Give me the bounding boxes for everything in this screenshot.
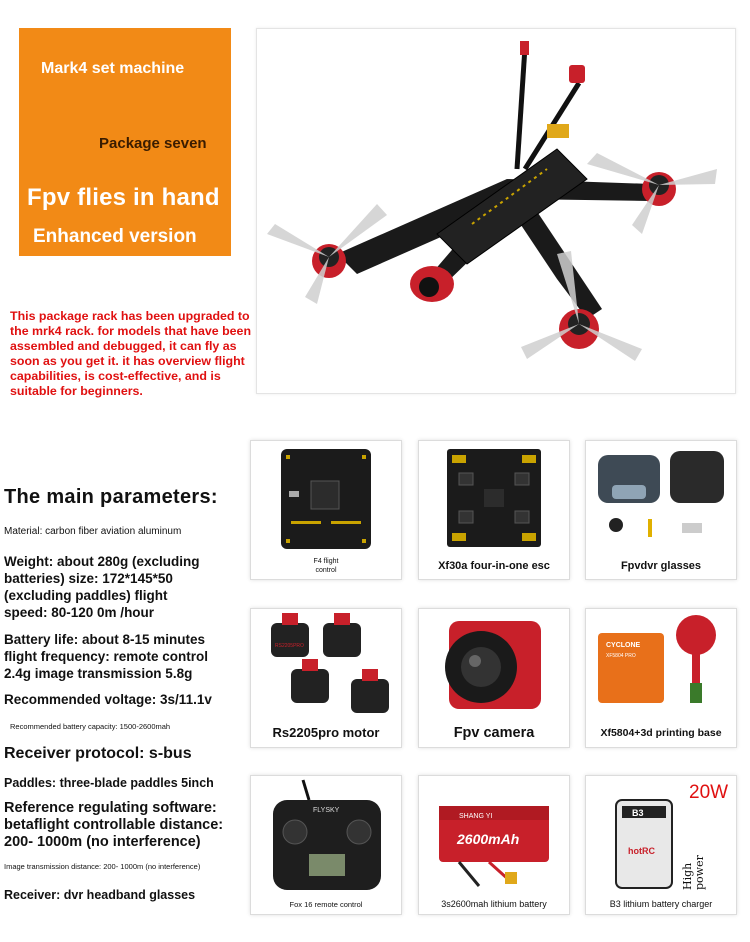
battery-image: [419, 776, 569, 898]
charger-power-note: High power: [681, 855, 706, 890]
drone-image: [256, 28, 736, 394]
product-caption: Xf5804+3d printing base: [600, 727, 722, 739]
product-caption: Rs2205pro motor: [272, 725, 380, 740]
param-receiver: Receiver: dvr headband glasses: [4, 888, 196, 902]
banner-headline: Fpv flies in hand: [27, 184, 220, 211]
product-caption: B3 lithium battery charger: [609, 899, 713, 909]
vtx-image: [586, 609, 736, 727]
vtx-model: XF5804 PRO: [606, 653, 636, 659]
drone-illustration: [257, 29, 735, 393]
package-description: This package rack has been upgraded to the mrk4 rack. for models that have been assembled and debugged, it can fly as soon as you get it. it has overview flight capabilities, is cost-effective, and is suitable for beginners.: [10, 309, 252, 398]
remote-image: [251, 776, 401, 898]
param-voltage: Recommended voltage: 3s/11.1v: [4, 692, 212, 707]
product-card-flight-control: [250, 440, 402, 580]
parameters-title: The main parameters:: [4, 486, 218, 508]
param-capacity: Recommended battery capacity: 1500-2600mah: [10, 722, 171, 731]
product-card-vtx: [585, 608, 737, 748]
battery-brand: SHANG YI: [459, 813, 493, 820]
banner-title: Mark4 set machine: [41, 60, 185, 77]
flight-control-image: [251, 441, 401, 561]
charger-model: B3: [632, 808, 644, 818]
esc-image: [419, 441, 569, 561]
param-weight: Weight: about 280g (excluding batteries) size: 172*145*50 (excluding paddles) flight speed: 80-120 0m /hour: [4, 554, 200, 620]
motor-image: [251, 609, 401, 727]
product-card-battery: [418, 775, 570, 915]
charger-watt-label: 20W: [689, 782, 729, 803]
product-card-esc: [418, 440, 570, 580]
product-caption: Fpv camera: [453, 725, 535, 741]
param-material: Material: carbon fiber aviation aluminum: [4, 526, 182, 537]
product-caption: 3s2600mah lithium battery: [441, 899, 547, 909]
remote-brand: FLYSKY: [313, 807, 340, 814]
param-paddles: Paddles: three-blade paddles 5inch: [4, 776, 214, 790]
motor-brand-label: RS2205PRO: [275, 643, 304, 649]
product-card-motor: [250, 608, 402, 748]
product-caption: Xf30a four-in-one esc: [438, 560, 550, 572]
charger-brand: hotRC: [628, 846, 655, 856]
banner-package: Package seven: [99, 135, 207, 152]
param-battery: Battery life: about 8-15 minutes flight frequency: remote control 2.4g image transmission 5.8g: [4, 632, 209, 681]
product-card-charger: [585, 775, 737, 915]
param-image-distance: Image transmission distance: 200- 1000m (no interference): [4, 862, 201, 871]
promo-banner: [19, 28, 231, 256]
battery-capacity: 2600mAh: [457, 831, 520, 847]
product-caption: Fpvdvr glasses: [620, 560, 702, 572]
product-card-remote: [250, 775, 402, 915]
goggles-image: [586, 441, 736, 561]
product-card-camera: [418, 608, 570, 748]
product-caption: F4 flight control: [313, 558, 339, 574]
vtx-brand: CYCLONE: [606, 642, 641, 649]
camera-image: [419, 609, 569, 727]
param-software: Reference regulating software: betaflight controllable distance: 200- 1000m (no interference): [4, 800, 224, 850]
product-caption: Fox 16 remote control: [289, 900, 363, 909]
product-card-goggles: [585, 440, 737, 580]
banner-subtitle: Enhanced version: [33, 226, 197, 247]
param-receiver-protocol: Receiver protocol: s-bus: [4, 745, 192, 762]
